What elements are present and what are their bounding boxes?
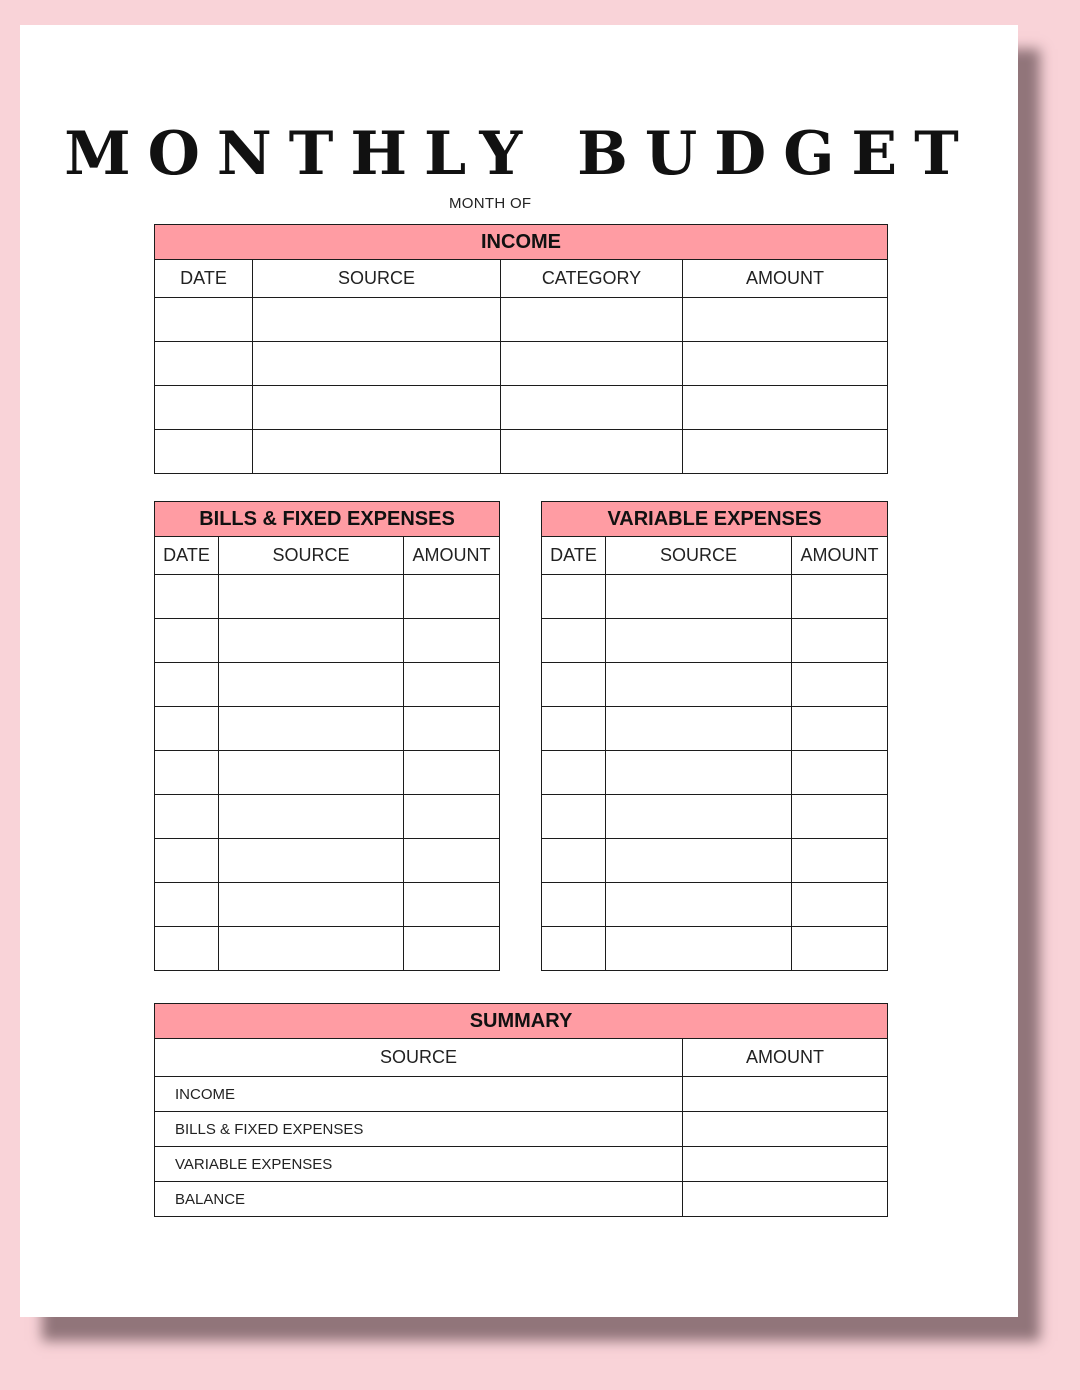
summary-income-amount-cell[interactable] bbox=[683, 1077, 888, 1112]
variable-source-cell[interactable] bbox=[606, 707, 792, 751]
income-amount-cell[interactable] bbox=[683, 430, 888, 474]
variable-source-cell[interactable] bbox=[606, 795, 792, 839]
table-row bbox=[155, 1077, 888, 1112]
table-row bbox=[542, 575, 888, 619]
bills-date-cell[interactable] bbox=[155, 663, 219, 707]
summary-row-income: INCOME bbox=[155, 1077, 683, 1112]
table-row bbox=[155, 1147, 888, 1182]
income-amount-cell[interactable] bbox=[683, 298, 888, 342]
bills-date-cell[interactable] bbox=[155, 751, 219, 795]
bills-amount-cell[interactable] bbox=[404, 839, 500, 883]
income-date-cell[interactable] bbox=[155, 386, 253, 430]
variable-date-cell[interactable] bbox=[542, 575, 606, 619]
variable-source-cell[interactable] bbox=[606, 839, 792, 883]
table-row bbox=[155, 663, 500, 707]
summary-row-bills: BILLS & FIXED EXPENSES bbox=[155, 1112, 683, 1147]
table-row bbox=[155, 927, 500, 971]
summary-variable-amount-cell[interactable] bbox=[683, 1147, 888, 1182]
variable-date-cell[interactable] bbox=[542, 663, 606, 707]
income-category-cell[interactable] bbox=[501, 430, 683, 474]
income-category-cell[interactable] bbox=[501, 298, 683, 342]
summary-row-variable: VARIABLE EXPENSES bbox=[155, 1147, 683, 1182]
variable-expenses-table bbox=[541, 501, 888, 971]
variable-date-cell[interactable] bbox=[542, 795, 606, 839]
table-row bbox=[542, 839, 888, 883]
bills-source-cell[interactable] bbox=[219, 795, 404, 839]
bills-amount-cell[interactable] bbox=[404, 795, 500, 839]
variable-amount-cell[interactable] bbox=[792, 839, 888, 883]
bills-amount-cell[interactable] bbox=[404, 707, 500, 751]
variable-col-amount: AMOUNT bbox=[792, 537, 888, 575]
summary-bills-amount-cell[interactable] bbox=[683, 1112, 888, 1147]
variable-amount-cell[interactable] bbox=[792, 795, 888, 839]
summary-col-amount: AMOUNT bbox=[683, 1039, 888, 1077]
summary-table bbox=[154, 1003, 888, 1217]
variable-source-cell[interactable] bbox=[606, 883, 792, 927]
table-row bbox=[155, 386, 888, 430]
bills-source-cell[interactable] bbox=[219, 619, 404, 663]
bills-source-cell[interactable] bbox=[219, 707, 404, 751]
income-category-cell[interactable] bbox=[501, 342, 683, 386]
income-amount-cell[interactable] bbox=[683, 386, 888, 430]
variable-heading: VARIABLE EXPENSES bbox=[542, 502, 888, 537]
variable-amount-cell[interactable] bbox=[792, 575, 888, 619]
table-row bbox=[155, 342, 888, 386]
table-row bbox=[155, 298, 888, 342]
variable-source-cell[interactable] bbox=[606, 927, 792, 971]
table-row bbox=[542, 795, 888, 839]
bills-col-date: DATE bbox=[155, 537, 219, 575]
bills-col-source: SOURCE bbox=[219, 537, 404, 575]
table-row bbox=[155, 575, 500, 619]
variable-amount-cell[interactable] bbox=[792, 619, 888, 663]
bills-date-cell[interactable] bbox=[155, 575, 219, 619]
variable-col-source: SOURCE bbox=[606, 537, 792, 575]
summary-col-source: SOURCE bbox=[155, 1039, 683, 1077]
variable-source-cell[interactable] bbox=[606, 575, 792, 619]
summary-heading: SUMMARY bbox=[155, 1004, 888, 1039]
income-col-date: DATE bbox=[155, 260, 253, 298]
bills-source-cell[interactable] bbox=[219, 883, 404, 927]
table-row bbox=[155, 430, 888, 474]
summary-row-balance: BALANCE bbox=[155, 1182, 683, 1217]
table-row bbox=[542, 883, 888, 927]
table-row bbox=[542, 927, 888, 971]
variable-amount-cell[interactable] bbox=[792, 927, 888, 971]
month-of-label: MONTH OF bbox=[449, 195, 532, 212]
income-source-cell[interactable] bbox=[253, 386, 501, 430]
income-heading: INCOME bbox=[155, 225, 888, 260]
bills-source-cell[interactable] bbox=[219, 751, 404, 795]
income-category-cell[interactable] bbox=[501, 386, 683, 430]
table-row bbox=[155, 707, 500, 751]
summary-balance-amount-cell[interactable] bbox=[683, 1182, 888, 1217]
bills-date-cell[interactable] bbox=[155, 619, 219, 663]
bills-table bbox=[154, 501, 500, 971]
table-row bbox=[542, 663, 888, 707]
variable-amount-cell[interactable] bbox=[792, 751, 888, 795]
variable-amount-cell[interactable] bbox=[792, 707, 888, 751]
table-row bbox=[155, 1112, 888, 1147]
variable-col-date: DATE bbox=[542, 537, 606, 575]
bills-source-cell[interactable] bbox=[219, 927, 404, 971]
bills-amount-cell[interactable] bbox=[404, 619, 500, 663]
bills-source-cell[interactable] bbox=[219, 839, 404, 883]
income-date-cell[interactable] bbox=[155, 298, 253, 342]
variable-source-cell[interactable] bbox=[606, 751, 792, 795]
income-source-cell[interactable] bbox=[253, 298, 501, 342]
bills-amount-cell[interactable] bbox=[404, 883, 500, 927]
table-row bbox=[542, 707, 888, 751]
bills-amount-cell[interactable] bbox=[404, 575, 500, 619]
income-col-amount: AMOUNT bbox=[683, 260, 888, 298]
bills-source-cell[interactable] bbox=[219, 663, 404, 707]
bills-date-cell[interactable] bbox=[155, 883, 219, 927]
variable-date-cell[interactable] bbox=[542, 751, 606, 795]
bills-source-cell[interactable] bbox=[219, 575, 404, 619]
bills-amount-cell[interactable] bbox=[404, 927, 500, 971]
table-row bbox=[155, 1182, 888, 1217]
variable-date-cell[interactable] bbox=[542, 619, 606, 663]
table-row bbox=[542, 619, 888, 663]
variable-date-cell[interactable] bbox=[542, 707, 606, 751]
bills-col-amount: AMOUNT bbox=[404, 537, 500, 575]
bills-date-cell[interactable] bbox=[155, 839, 219, 883]
table-row bbox=[155, 619, 500, 663]
bills-amount-cell[interactable] bbox=[404, 663, 500, 707]
bills-date-cell[interactable] bbox=[155, 927, 219, 971]
income-amount-cell[interactable] bbox=[683, 342, 888, 386]
table-row bbox=[542, 751, 888, 795]
variable-date-cell[interactable] bbox=[542, 927, 606, 971]
income-source-cell[interactable] bbox=[253, 430, 501, 474]
variable-amount-cell[interactable] bbox=[792, 663, 888, 707]
income-source-cell[interactable] bbox=[253, 342, 501, 386]
variable-date-cell[interactable] bbox=[542, 839, 606, 883]
income-table bbox=[154, 224, 888, 474]
variable-date-cell[interactable] bbox=[542, 883, 606, 927]
bills-heading: BILLS & FIXED EXPENSES bbox=[155, 502, 500, 537]
income-col-category: CATEGORY bbox=[501, 260, 683, 298]
page-title: MONTHLY BUDGET bbox=[64, 119, 976, 189]
variable-amount-cell[interactable] bbox=[792, 883, 888, 927]
income-col-source: SOURCE bbox=[253, 260, 501, 298]
bills-date-cell[interactable] bbox=[155, 707, 219, 751]
table-row bbox=[155, 883, 500, 927]
table-row bbox=[155, 839, 500, 883]
variable-source-cell[interactable] bbox=[606, 663, 792, 707]
income-date-cell[interactable] bbox=[155, 430, 253, 474]
bills-date-cell[interactable] bbox=[155, 795, 219, 839]
table-row bbox=[155, 795, 500, 839]
table-row bbox=[155, 751, 500, 795]
income-date-cell[interactable] bbox=[155, 342, 253, 386]
variable-source-cell[interactable] bbox=[606, 619, 792, 663]
bills-amount-cell[interactable] bbox=[404, 751, 500, 795]
